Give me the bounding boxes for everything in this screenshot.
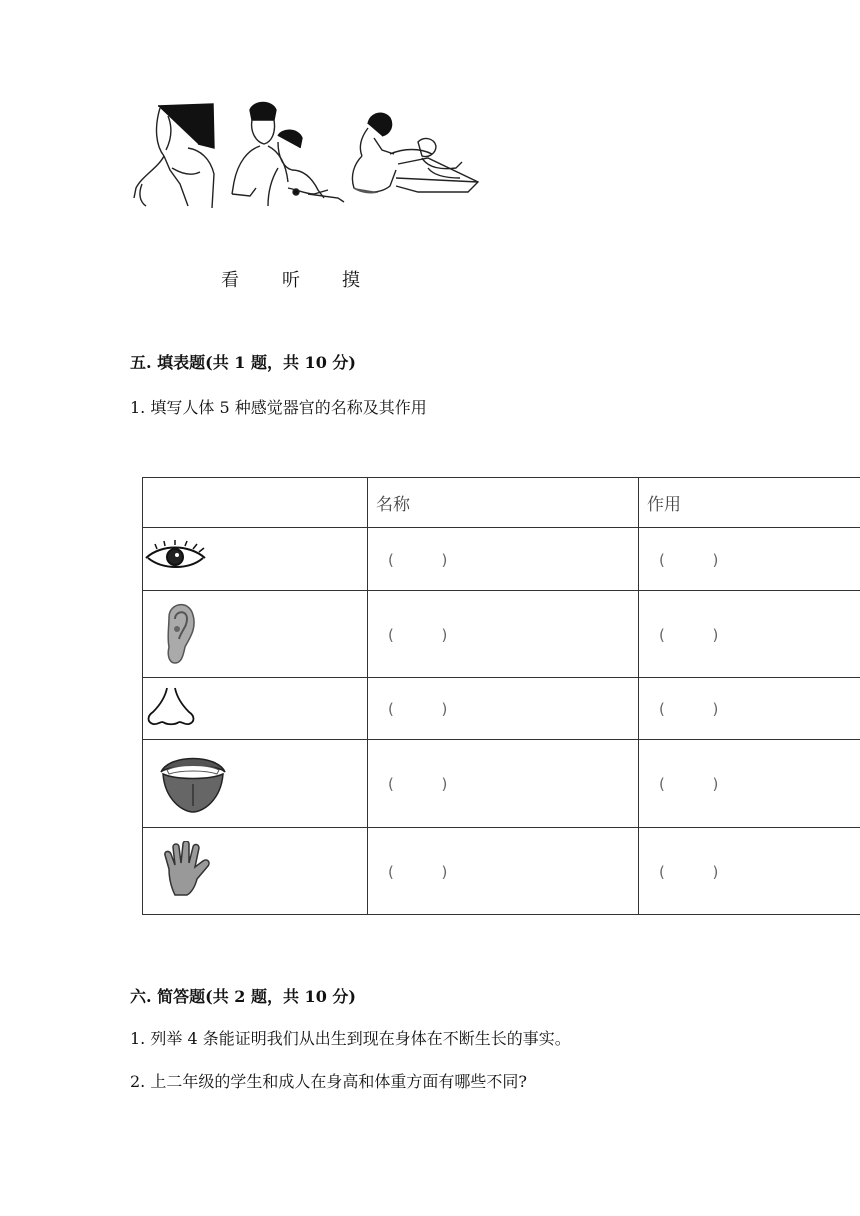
organ-image-cell bbox=[143, 528, 368, 591]
function-answer-cell[interactable] bbox=[639, 678, 860, 740]
section-6-question-2: 2. 上二年级的学生和成人在身高和体重方面有哪些不同? bbox=[130, 1072, 527, 1091]
table-row bbox=[143, 740, 860, 828]
caption-look: 看 bbox=[221, 270, 239, 291]
function-answer-cell[interactable] bbox=[639, 591, 860, 678]
organ-image-cell bbox=[143, 740, 368, 828]
senses-illustration bbox=[128, 98, 483, 216]
answer-blank: ( ) bbox=[388, 550, 448, 569]
section-6-title: 六. 简答题(共 2 题，共 10 分) bbox=[130, 987, 356, 1006]
girl-touching-baby-illustration bbox=[352, 113, 478, 193]
name-answer-cell[interactable] bbox=[368, 828, 639, 915]
answer-blank: ( ) bbox=[659, 775, 719, 793]
boy-covering-eye-illustration bbox=[134, 104, 214, 208]
organ-image-cell bbox=[143, 591, 368, 678]
header-function-cell: 作用 bbox=[639, 478, 860, 528]
organ-image-cell bbox=[143, 678, 368, 740]
hand-icon bbox=[161, 882, 215, 901]
section-6-question-1: 1. 列举 4 条能证明我们从出生到现在身体在不断生长的事实。 bbox=[130, 1029, 571, 1048]
caption-touch: 摸 bbox=[342, 270, 360, 291]
header-name-cell: 名称 bbox=[368, 478, 639, 528]
nose-icon bbox=[143, 713, 197, 732]
header-empty-cell bbox=[143, 478, 368, 528]
eye-icon bbox=[143, 559, 209, 578]
table-row bbox=[143, 528, 860, 591]
table-row bbox=[143, 591, 860, 678]
answer-blank: ( ) bbox=[388, 625, 448, 644]
tongue-icon bbox=[159, 799, 227, 818]
function-answer-cell[interactable] bbox=[639, 828, 860, 915]
function-answer-cell[interactable] bbox=[639, 740, 860, 828]
function-answer-cell[interactable] bbox=[639, 528, 860, 591]
sense-organs-table bbox=[142, 477, 860, 915]
doctor-listening-stethoscope-illustration bbox=[232, 103, 344, 207]
answer-blank: ( ) bbox=[388, 700, 448, 718]
name-answer-cell[interactable] bbox=[368, 528, 639, 591]
section-5-title: 五. 填表题(共 1 题，共 10 分) bbox=[130, 353, 356, 372]
answer-blank: ( ) bbox=[659, 700, 719, 718]
name-answer-cell[interactable] bbox=[368, 591, 639, 678]
table-row bbox=[143, 678, 860, 740]
table-header-row bbox=[143, 478, 860, 528]
answer-blank: ( ) bbox=[388, 775, 448, 793]
answer-blank: ( ) bbox=[659, 862, 719, 881]
table-row bbox=[143, 828, 860, 915]
caption-listen: 听 bbox=[282, 270, 300, 291]
name-answer-cell[interactable] bbox=[368, 678, 639, 740]
name-answer-cell[interactable] bbox=[368, 740, 639, 828]
answer-blank: ( ) bbox=[659, 550, 719, 569]
organ-image-cell bbox=[143, 828, 368, 915]
ear-icon bbox=[163, 652, 197, 671]
answer-blank: ( ) bbox=[388, 862, 448, 881]
section-5-question-1: 1. 填写人体 5 种感觉器官的名称及其作用 bbox=[130, 398, 427, 417]
answer-blank: ( ) bbox=[659, 625, 719, 644]
